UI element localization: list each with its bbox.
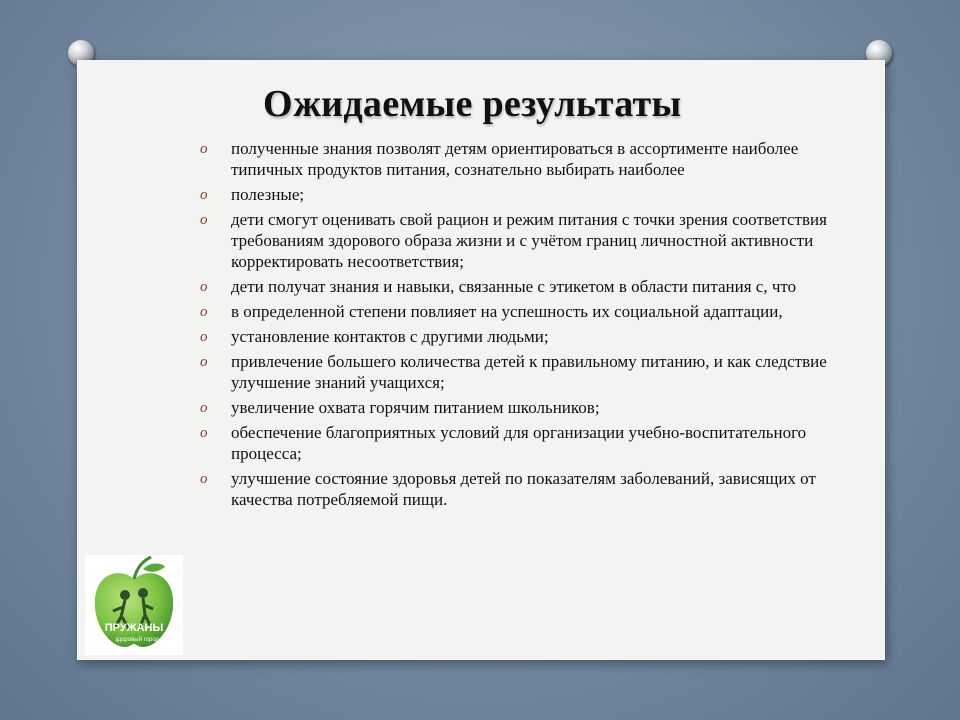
city-logo	[85, 555, 183, 655]
logo-name: ПРУЖАНЫ	[104, 622, 164, 634]
list-item	[200, 276, 840, 297]
list-item-text: установление контактов с другими людьми;	[231, 327, 549, 346]
bullet-icon: o	[200, 141, 208, 157]
bullet-icon: o	[200, 329, 208, 345]
list-item	[200, 184, 840, 205]
list-item	[200, 351, 840, 393]
list-item	[200, 138, 840, 180]
bullet-icon: o	[200, 279, 208, 295]
bullet-icon: o	[200, 304, 208, 320]
list-item	[200, 301, 840, 322]
list-item-text: в определенной степени повлияет на успешность их социальной адаптации,	[231, 302, 783, 321]
list-item-text: улучшение состояние здоровья детей по показателям заболеваний, зависящих от качества потребляемой пищи.	[231, 469, 816, 509]
bullet-icon: o	[200, 471, 208, 487]
list-item	[200, 326, 840, 347]
bullet-icon: o	[200, 187, 208, 203]
list-item-text: полезные;	[231, 185, 305, 204]
list-item	[200, 468, 840, 510]
list-item	[200, 209, 840, 272]
apple-logo-icon	[85, 555, 183, 655]
list-item-text: дети получат знания и навыки, связанные с этикетом в области питания с, что	[231, 277, 797, 296]
list-item-text: дети смогут оценивать свой рацион и режим питания с точки зрения соответствия требованиям здорового образа жизни и с учётом границ личностной активности корректировать несоответствия;	[231, 210, 827, 271]
slide-title: Ожидаемые результаты	[263, 83, 682, 125]
bullet-icon: o	[200, 212, 208, 228]
bullet-icon: o	[200, 400, 208, 416]
list-item-text: привлечение большего количества детей к правильному питанию, и как следствие улучшение знаний учащихся;	[231, 352, 827, 392]
list-item	[200, 397, 840, 418]
list-item	[200, 422, 840, 464]
logo-subtitle: здоровый город	[114, 637, 160, 643]
list-item-text: увеличение охвата горячим питанием школьников;	[231, 398, 600, 417]
bullet-icon: o	[200, 354, 208, 370]
results-list	[200, 138, 840, 514]
list-item-text: обеспечение благоприятных условий для организации учебно-воспитательного процесса;	[231, 423, 807, 463]
list-item-text: полученные знания позволят детям ориентироваться в ассортименте наиболее типичных продуктов питания, сознательно выбирать наиболее	[231, 139, 799, 179]
bullet-icon: o	[200, 425, 208, 441]
